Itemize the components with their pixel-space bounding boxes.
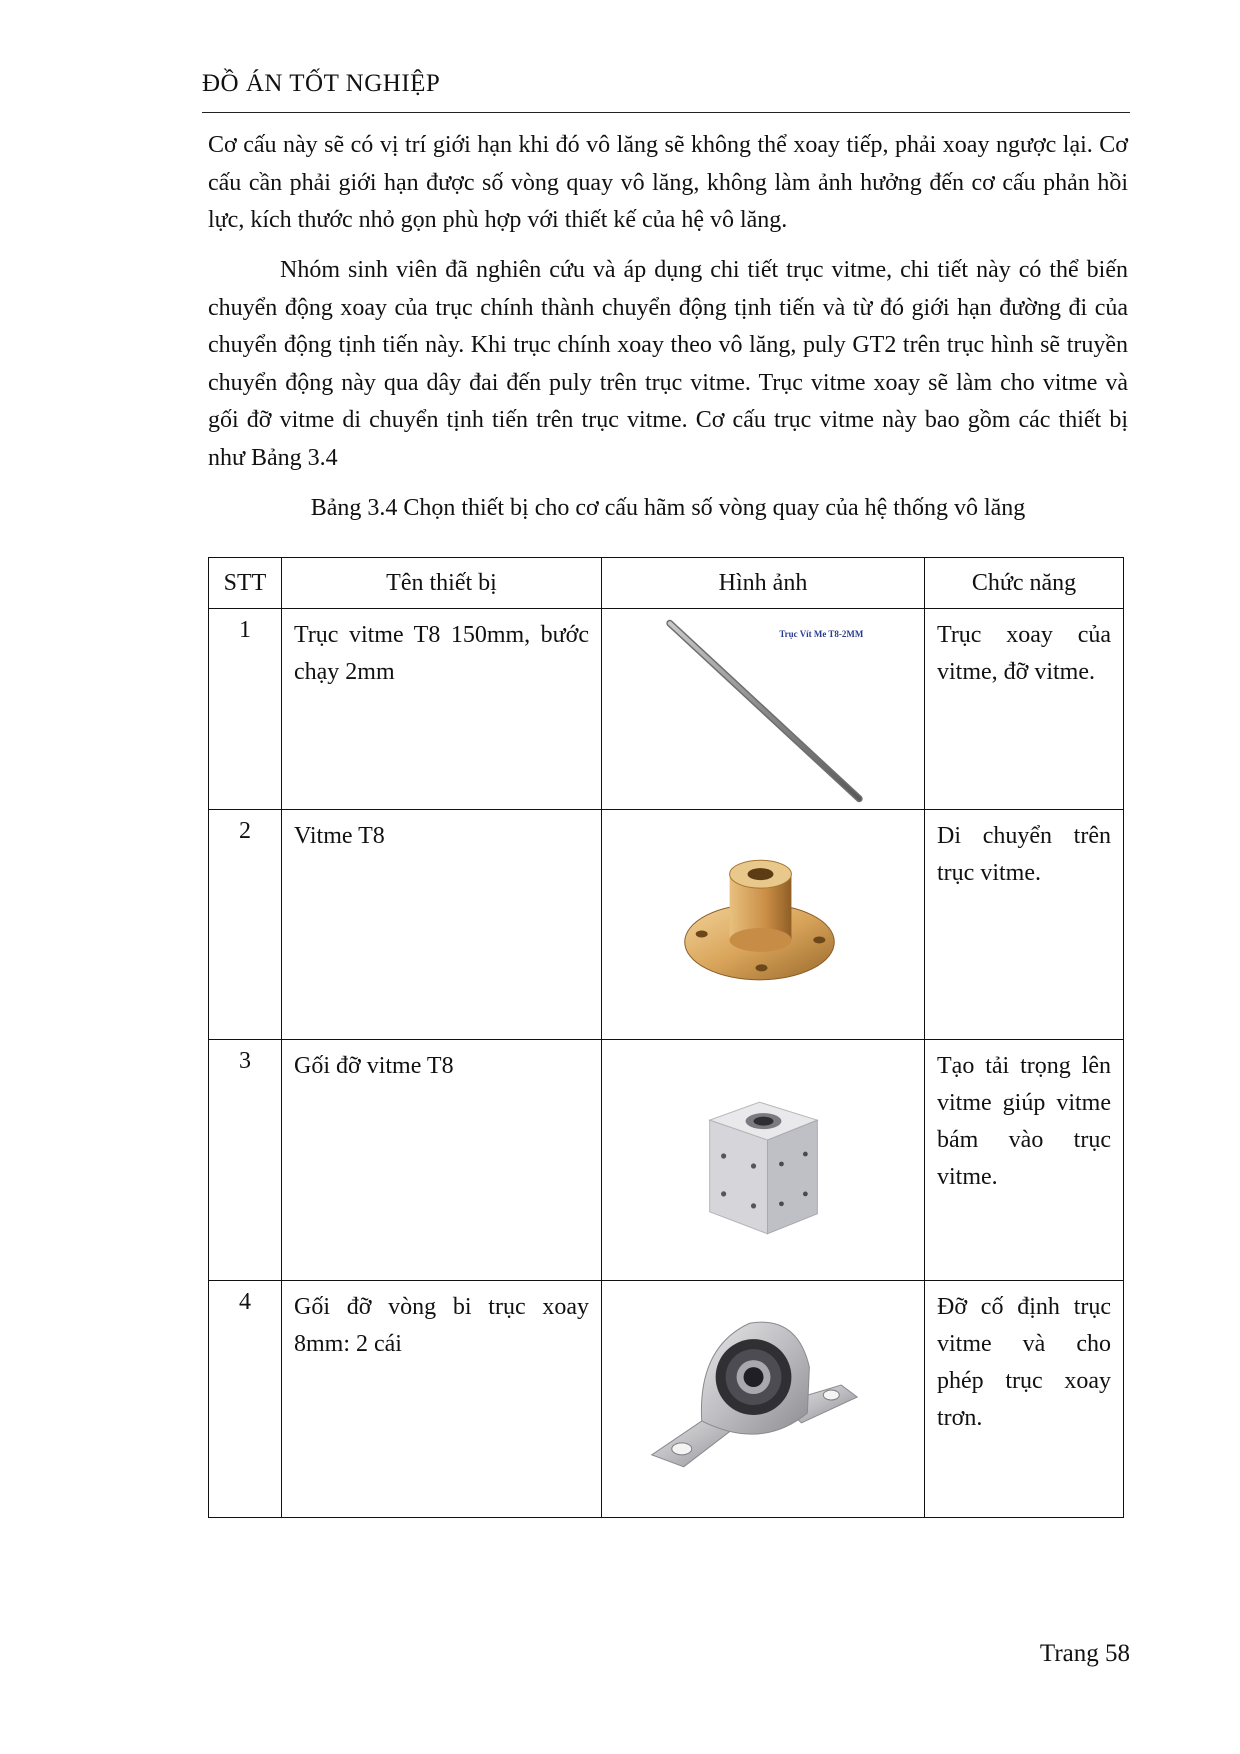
equipment-table <box>208 557 1124 1518</box>
header-stt: STT <box>209 558 282 609</box>
lead-screw-rod-image <box>602 609 924 809</box>
row-name: Vitme T8 <box>282 810 602 1040</box>
row-function: Trục xoay của vitme, đỡ vitme. <box>925 609 1124 810</box>
page-number: Trang 58 <box>1039 1640 1130 1667</box>
row-image <box>602 810 925 1040</box>
table-row <box>209 1040 1124 1281</box>
row-image <box>602 1281 925 1518</box>
row-name: Trục vitme T8 150mm, bước chạy 2mm <box>282 609 602 810</box>
paragraph-1: Cơ cấu này sẽ có vị trí giới hạn khi đó vô lăng sẽ không thể xoay tiếp, phải xoay ngược lại. Cơ cấu cần phải giới hạn được số vòng quay vô lăng, không làm ảnh hưởng đến cơ cấu phản hồi lực, kích thước nhỏ gọn phù hợp với thiết kế của hệ vô lăng. <box>208 132 1128 233</box>
paragraph-2: Nhóm sinh viên đã nghiên cứu và áp dụng chi tiết trục vitme, chi tiết này có thể biến chuyển động xoay của trục chính thành chuyển động tịnh tiến và từ đó giới hạn đường đi của chuyển động tịnh tiến này. Khi trục chính xoay theo vô lăng, puly GT2 trên trục hình sẽ truyền chuyển động này qua dây đai đến puly trên trục vitme. Trục vitme xoay sẽ làm cho vitme và gối đỡ vitme di chuyển tịnh tiến trên trục vitme. Cơ cấu trục vitme này bao gồm các thiết bị như Bảng 3.4 <box>208 257 1128 471</box>
brass-nut-image <box>602 810 924 1039</box>
header-function: Chức năng <box>925 558 1124 609</box>
table-row <box>209 810 1124 1040</box>
header-divider <box>202 112 1130 113</box>
table-caption: Bảng 3.4 Chọn thiết bị cho cơ cấu hãm số vòng quay của hệ thống vô lăng <box>310 495 1026 521</box>
row-stt: 2 <box>209 810 282 1040</box>
pillow-block-bearing-image <box>602 1281 924 1517</box>
table-header-row <box>209 558 1124 609</box>
document-header: ĐỒ ÁN TỐT NGHIỆP <box>202 70 441 97</box>
aluminum-block-image <box>602 1040 924 1280</box>
row-stt: 1 <box>209 609 282 810</box>
row-name: Gối đỡ vòng bi trục xoay 8mm: 2 cái <box>282 1281 602 1518</box>
row-name: Gối đỡ vitme T8 <box>282 1040 602 1281</box>
header-image: Hình ảnh <box>602 558 925 609</box>
table-row <box>209 1281 1124 1518</box>
table-row <box>209 609 1124 810</box>
header-name: Tên thiết bị <box>282 558 602 609</box>
row-image <box>602 609 925 810</box>
row-stt: 3 <box>209 1040 282 1281</box>
row-function: Tạo tải trọng lên vitme giúp vitme bám vào trục vitme. <box>925 1040 1124 1281</box>
product-label: Trục Vít Me T8-2MM <box>779 629 864 640</box>
row-function: Đỡ cố định trục vitme và cho phép trục xoay trơn. <box>925 1281 1124 1518</box>
row-image <box>602 1040 925 1281</box>
row-stt: 4 <box>209 1281 282 1518</box>
row-function: Di chuyển trên trục vitme. <box>925 810 1124 1040</box>
